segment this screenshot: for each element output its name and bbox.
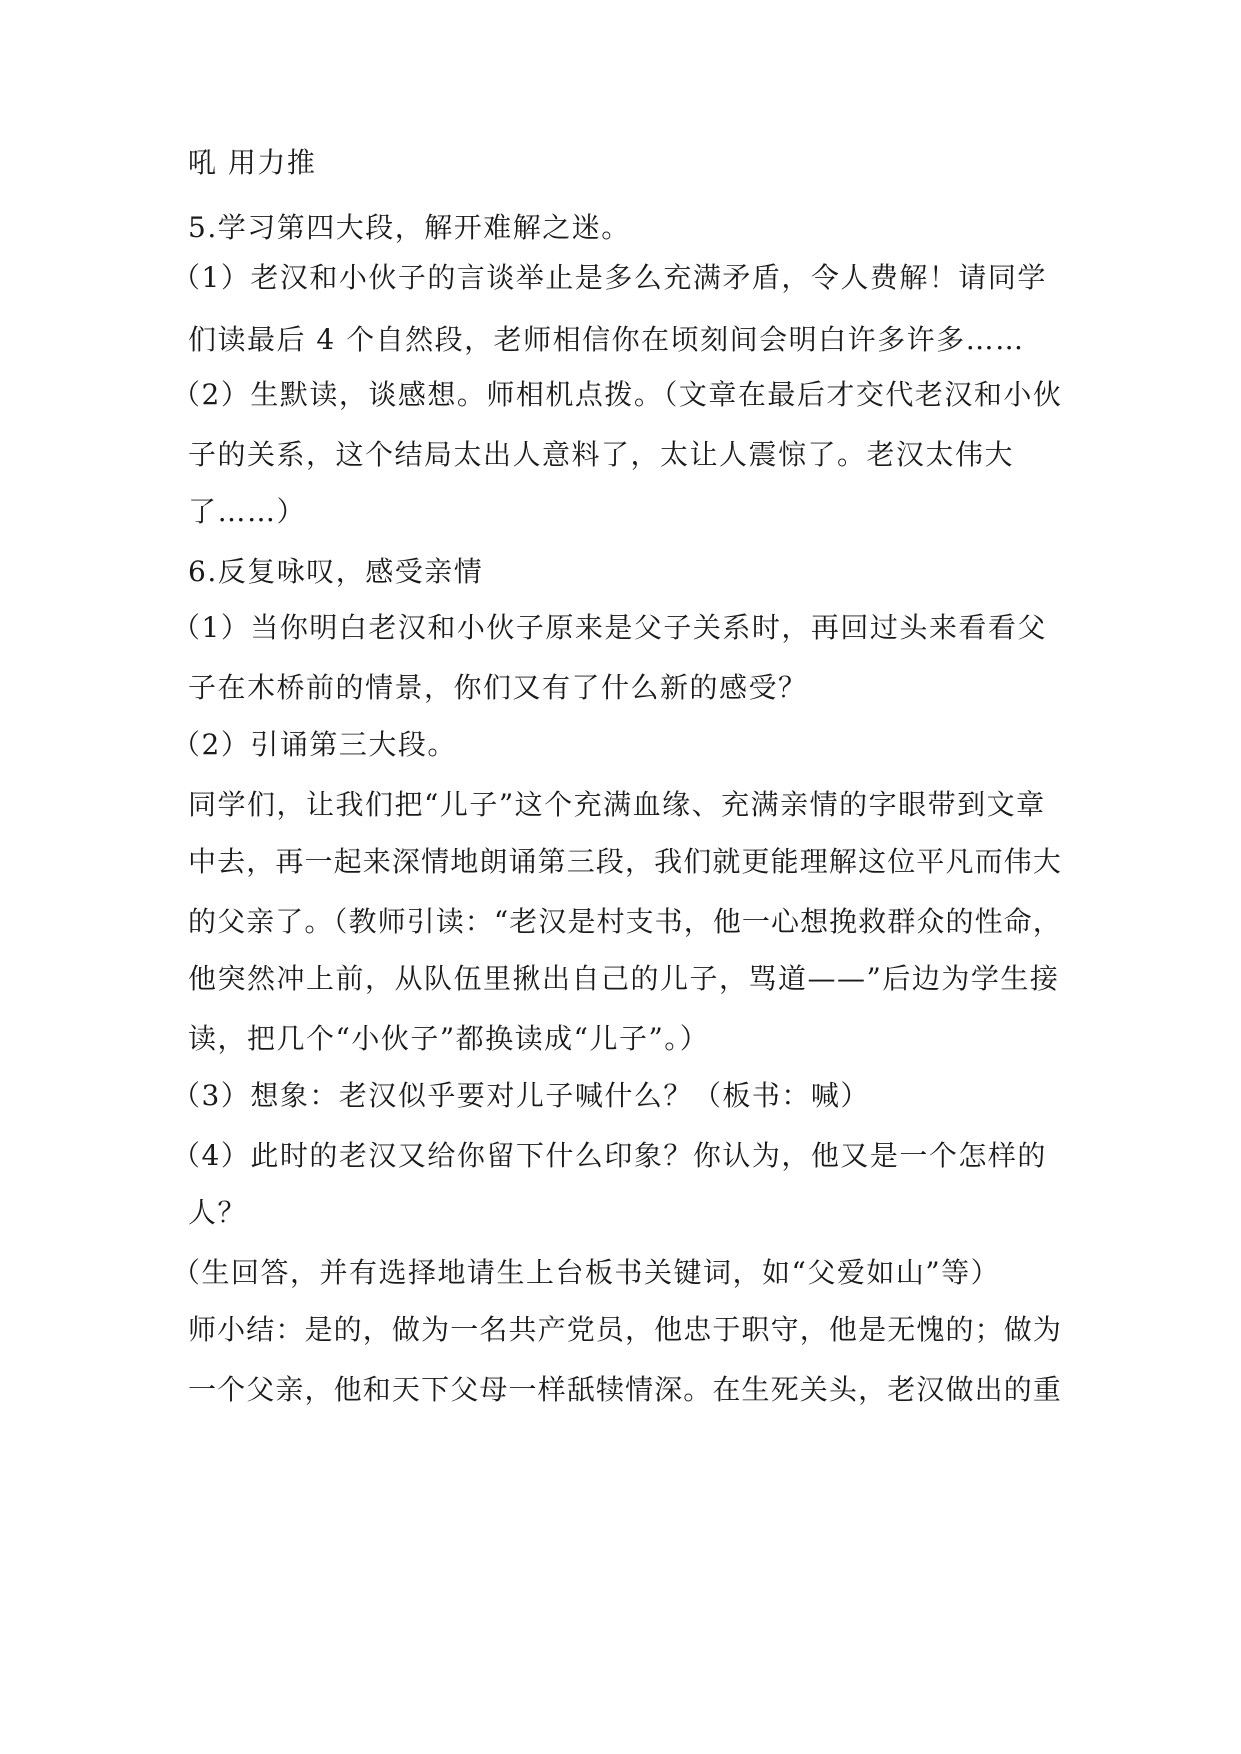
text-line: 一个父亲，他和天下父母一样舐犊情深。在生死关头，老汉做出的重 <box>188 1373 1063 1406</box>
text-line: （2）生默读，谈感想。师相机点拨。（文章在最后才交代老汉和小伙 <box>172 378 1063 411</box>
text-line: 们读最后 4 个自然段，老师相信你在顷刻间会明白许多许多…… <box>188 323 1025 356</box>
section-heading: 6.反复咏叹，感受亲情 <box>188 555 484 588</box>
text-line: 师小结：是的，做为一名共产党员，他忠于职守，他是无愧的；做为 <box>188 1313 1063 1346</box>
text-line: 人？ <box>188 1196 248 1229</box>
text-line: 他突然冲上前，从队伍里揪出自己的儿子，骂道——”后边为学生接 <box>188 962 1060 995</box>
text-line: 吼 用力推 <box>188 146 317 179</box>
text-line: 的父亲了。（教师引读：“老汉是村支书，他一心想挽救群众的性命， <box>188 905 1062 938</box>
text-line: 子的关系，这个结局太出人意料了，太让人震惊了。老汉太伟大 <box>188 438 1015 471</box>
section-heading: 5.学习第四大段，解开难解之迷。 <box>188 211 631 244</box>
text-line: 子在木桥前的情景，你们又有了什么新的感受？ <box>188 671 808 704</box>
text-line: （生回答，并有选择地请生上台板书关键词，如“父爱如山”等） <box>172 1256 1001 1289</box>
text-line: （1）老汉和小伙子的言谈举止是多么充满矛盾，令人费解！请同学 <box>172 261 1047 294</box>
text-line: （4）此时的老汉又给你留下什么印象？你认为，他又是一个怎样的 <box>172 1139 1047 1172</box>
text-line: 同学们，让我们把“儿子”这个充满血缘、充满亲情的字眼带到文章 <box>188 788 1046 821</box>
text-line: 读，把几个“小伙子”都换读成“儿子”。） <box>188 1022 710 1055</box>
text-line: （2）引诵第三大段。 <box>172 728 457 761</box>
text-line: （3）想象：老汉似乎要对儿子喊什么？（板书：喊） <box>172 1079 870 1112</box>
text-line: 了……） <box>188 495 307 528</box>
text-line: 中去，再一起来深情地朗诵第三段，我们就更能理解这位平凡而伟大 <box>188 845 1063 878</box>
text-line: （1）当你明白老汉和小伙子原来是父子关系时，再回过头来看看父 <box>172 611 1047 644</box>
